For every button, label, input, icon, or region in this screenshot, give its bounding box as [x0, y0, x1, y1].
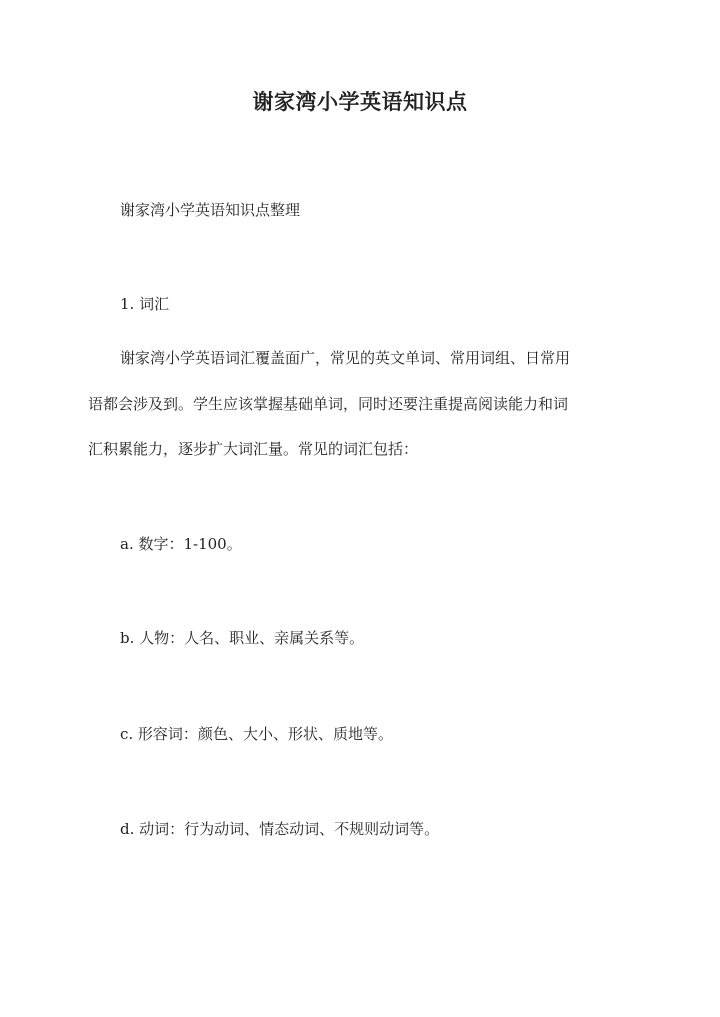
list-item: b. 人物：人名、职业、亲属关系等。	[120, 629, 365, 647]
page-title: 谢家湾小学英语知识点	[252, 89, 468, 114]
document-subtitle: 谢家湾小学英语知识点整理	[120, 201, 301, 219]
paragraph-line: 语都会涉及到。学生应该掌握基础单词，同时还要注重提高阅读能力和词	[88, 395, 569, 413]
list-item: a. 数字：1-100。	[120, 535, 242, 553]
paragraph-line: 汇积累能力，逐步扩大词汇量。常见的词汇包括：	[88, 440, 419, 458]
section-heading-vocabulary: 1. 词汇	[120, 295, 170, 313]
paragraph-line: 谢家湾小学英语词汇覆盖面广，常见的英文单词、常用词组、日常用	[120, 349, 571, 367]
list-item: d. 动词：行为动词、情态动词、不规则动词等。	[120, 820, 440, 838]
list-item: c. 形容词：颜色、大小、形状、质地等。	[120, 725, 393, 743]
